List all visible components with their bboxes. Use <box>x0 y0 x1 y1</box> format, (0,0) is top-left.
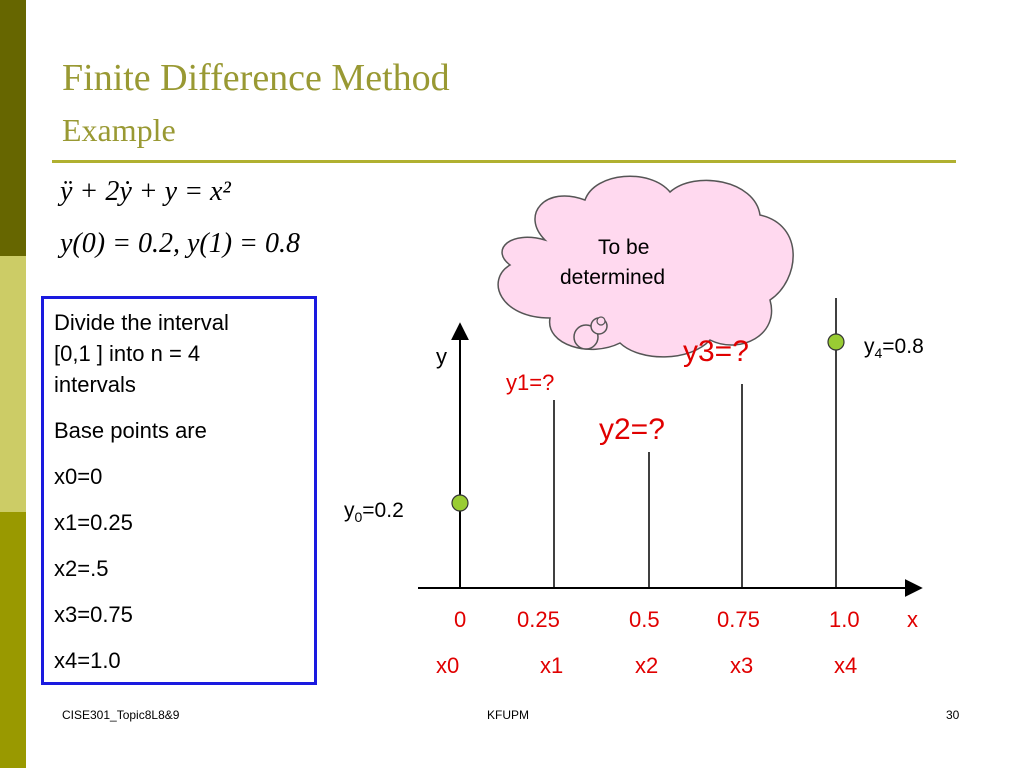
label-y2: y2=? <box>599 413 665 446</box>
tick-value-1: 0.25 <box>517 607 560 632</box>
label-y4-rest: =0.8 <box>882 335 924 358</box>
label-y0 <box>344 499 404 525</box>
tick-value-4: 1.0 <box>829 607 860 632</box>
label-y4-base: y <box>864 335 875 358</box>
tick-value-3: 0.75 <box>717 607 760 632</box>
cloud-text-line2: determined <box>560 266 666 289</box>
tick-value-2: 0.5 <box>629 607 660 632</box>
ode-equation: ÿ + 2ẏ + y = x² <box>60 176 231 207</box>
label-y0-base: y <box>344 499 355 522</box>
tick-value-0: 0 <box>454 607 467 632</box>
slide-title: Finite Difference Method <box>62 57 450 99</box>
footer-left: CISE301_Topic8L8&9 <box>62 708 180 722</box>
footer-page-number: 30 <box>946 708 960 722</box>
info-box <box>41 296 317 685</box>
tick-name-4: x4 <box>834 653 858 678</box>
slide-subtitle: Example <box>62 112 176 148</box>
info-line-3: intervals <box>54 372 136 397</box>
info-line-5: x0=0 <box>54 464 103 489</box>
info-line-8: x3=0.75 <box>54 602 133 627</box>
label-y3: y3=? <box>683 335 749 368</box>
tick-name-3: x3 <box>730 653 754 678</box>
label-y4 <box>864 335 924 361</box>
info-line-7: x2=.5 <box>54 556 109 581</box>
tick-name-2: x2 <box>635 653 659 678</box>
label-y1: y1=? <box>506 370 555 395</box>
boundary-conditions: y(0) = 0.2, y(1) = 0.8 <box>60 228 300 259</box>
info-line-6: x1=0.25 <box>54 510 133 535</box>
point-y4 <box>828 334 844 350</box>
info-line-2: [0,1 ] into n = 4 <box>54 341 201 366</box>
info-line-9: x4=1.0 <box>54 648 121 673</box>
footer-center: KFUPM <box>487 708 529 722</box>
info-line-1: Divide the interval <box>54 310 229 335</box>
tick-name-0: x0 <box>436 653 460 678</box>
x-axis-label: x <box>907 607 918 632</box>
label-y0-rest: =0.2 <box>362 499 404 522</box>
cloud-text-line1: To be <box>598 236 650 259</box>
label-y0-sub: 0 <box>354 509 363 526</box>
point-y0 <box>452 495 468 511</box>
y-axis-label: y <box>436 344 447 369</box>
label-y4-sub: 4 <box>874 345 883 362</box>
info-line-4: Base points are <box>54 418 207 443</box>
tick-name-1: x1 <box>540 653 564 678</box>
